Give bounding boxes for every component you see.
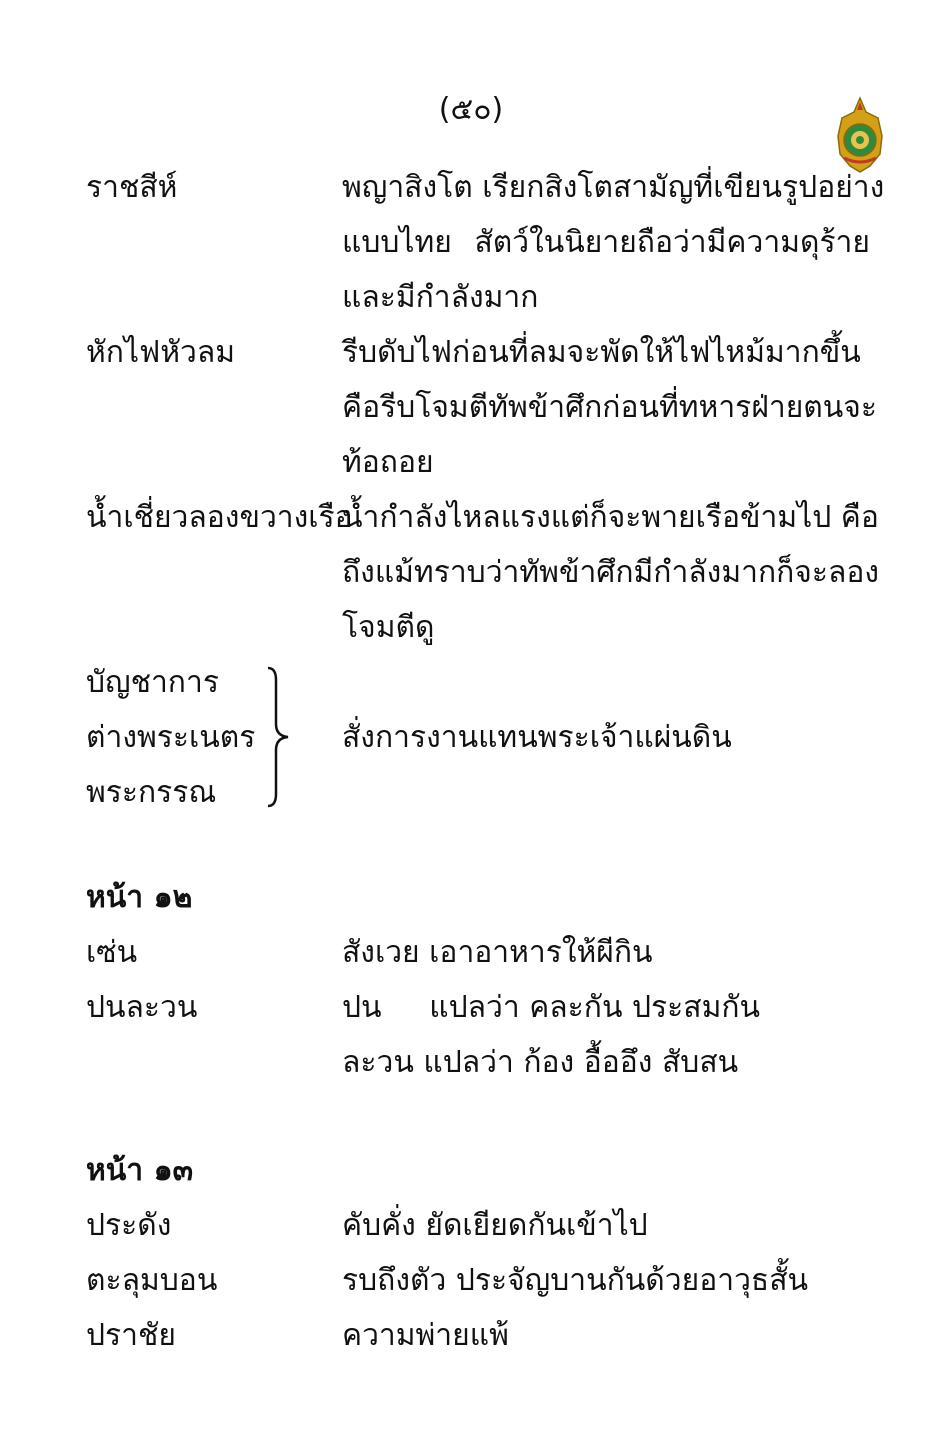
entry-definition-line: น้ำกำลังไหลแรงแต่ก็จะพายเรือข้ามไป คือ bbox=[342, 500, 879, 535]
page-number: (๕๐) bbox=[438, 92, 504, 127]
entry-definition-line: ถึงแม้ทราบว่าทัพข้าศึกมีกำลังมากก็จะลอง bbox=[342, 555, 880, 590]
entry-definition-line: ปน แปลว่า คละกัน ประสมกัน bbox=[342, 990, 761, 1025]
entry-definition-line: ความพ่ายแพ้ bbox=[342, 1318, 509, 1353]
entry-definition-line: ละวน แปลว่า ก้อง อื้ออึง สับสน bbox=[342, 1045, 739, 1080]
grouped-definition: สั่งการงานแทนพระเจ้าแผ่นดิน bbox=[342, 720, 732, 755]
entry-term: ประดัง bbox=[86, 1208, 172, 1243]
curly-brace-icon bbox=[260, 666, 296, 808]
entry-definition-line: สังเวย เอาอาหารให้ผีกิน bbox=[342, 935, 653, 970]
entry-definition-line: โจมตีดู bbox=[342, 610, 435, 645]
entry-term: ราชสีห์ bbox=[86, 170, 178, 205]
entry-definition-line: พญาสิงโต เรียกสิงโตสามัญที่เขียนรูปอย่าง bbox=[342, 170, 885, 205]
entry-definition-line: ท้อถอย bbox=[342, 445, 434, 480]
entry-term: ปราชัย bbox=[86, 1318, 176, 1353]
entry-term: ตะลุมบอน bbox=[86, 1263, 218, 1298]
royal-emblem-icon bbox=[832, 96, 888, 174]
entry-definition-line: รบถึงตัว ประจัญบานกันด้วยอาวุธสั้น bbox=[342, 1263, 809, 1298]
grouped-term: พระกรรณ bbox=[86, 775, 217, 810]
entry-definition-line: คือรีบโจมตีทัพข้าศึกก่อนที่ทหารฝ่ายตนจะ bbox=[342, 390, 877, 425]
entry-term: หักไฟหัวลม bbox=[86, 335, 236, 370]
section-heading: หน้า ๑๓ bbox=[86, 1153, 194, 1188]
entry-definition-line: คับคั่ง ยัดเยียดกันเข้าไป bbox=[342, 1208, 648, 1243]
entry-term: น้ำเชี่ยวลองขวางเรือ bbox=[86, 500, 353, 535]
entry-term: เซ่น bbox=[86, 935, 138, 970]
grouped-term: ต่างพระเนตร bbox=[86, 720, 256, 755]
entry-definition-line: แบบไทย สัตว์ในนิยายถือว่ามีความดุร้าย bbox=[342, 225, 870, 260]
entry-definition-line: และมีกำลังมาก bbox=[342, 280, 539, 315]
section-heading: หน้า ๑๒ bbox=[86, 880, 193, 915]
entry-definition-line: รีบดับไฟก่อนที่ลมจะพัดให้ไฟไหม้มากขึ้น bbox=[342, 335, 861, 370]
grouped-term: บัญชาการ bbox=[86, 665, 219, 700]
entry-term: ปนละวน bbox=[86, 990, 198, 1025]
